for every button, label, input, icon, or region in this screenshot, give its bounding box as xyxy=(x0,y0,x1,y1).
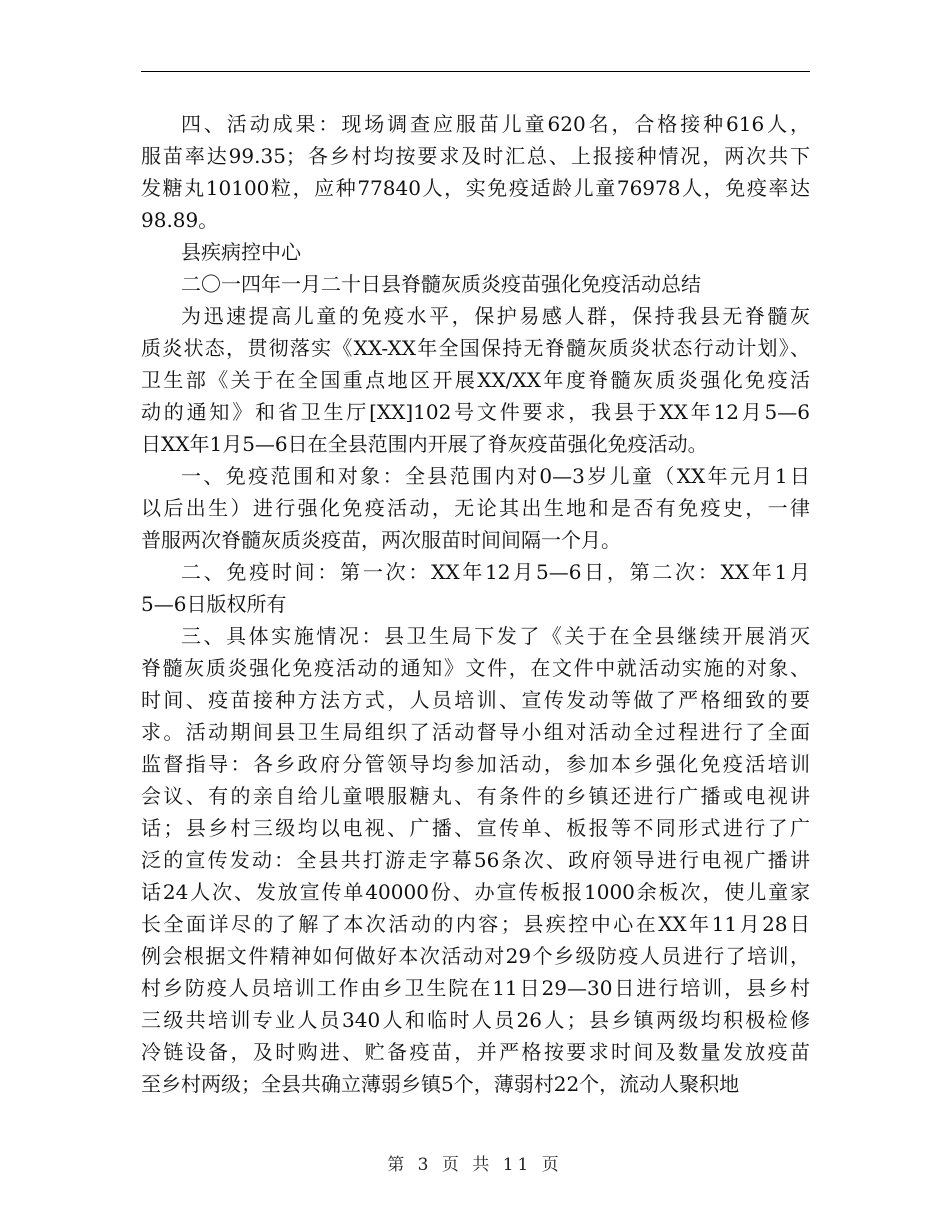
text-line: 求。活动期间县卫生局组织了活动督导小组对活动全过程进行了全面 xyxy=(141,720,810,744)
text-line: 冷链设备，及时购进、贮备疫苗，并严格按要求时间及数量发放疫苗 xyxy=(141,1040,810,1064)
text-line: 二〇一四年一月二十日县脊髓灰质炎疫苗强化免疫活动总结 xyxy=(181,272,701,296)
text-line: 监督指导：各乡政府分管领导均参加活动，参加本乡强化免疫活培训 xyxy=(141,752,810,776)
text-line: 为迅速提高儿童的免疫水平，保护易感人群，保持我县无脊髓灰 xyxy=(181,304,810,328)
text-line: 普服两次脊髓灰质炎疫苗，两次服苗时间间隔一个月。 xyxy=(141,528,621,552)
document-body xyxy=(141,108,810,1100)
text-line: 质炎状态，贯彻落实《XX-XX年全国保持无脊髓灰质炎状态行动计划》、 xyxy=(141,336,810,360)
text-line: 服苗率达99.35；各乡村均按要求及时汇总、上报接种情况，两次共下 xyxy=(141,144,810,168)
text-line: 长全面详尽的了解了本次活动的内容；县疾控中心在XX年11月28日 xyxy=(141,912,810,936)
text-line: 话24人次、发放宣传单40000份、办宣传板报1000余板次，使儿童家 xyxy=(141,880,810,904)
text-line: 话；县乡村三级均以电视、广播、宣传单、板报等不同形式进行了广 xyxy=(141,816,810,840)
text-line: 三、具体实施情况：县卫生局下发了《关于在全县继续开展消灭 xyxy=(181,624,810,648)
text-line: 会议、有的亲自给儿童喂服糖丸、有条件的乡镇还进行广播或电视讲 xyxy=(141,784,810,808)
text-line: 三级共培训专业人员340人和临时人员26人；县乡镇两级均积极检修 xyxy=(141,1008,810,1032)
text-line: 卫生部《关于在全国重点地区开展XX/XX年度脊髓灰质炎强化免疫活 xyxy=(141,368,810,392)
text-line: 四、活动成果：现场调查应服苗儿童620名，合格接种616人， xyxy=(181,112,810,136)
text-line: 例会根据文件精神如何做好本次活动对29个乡级防疫人员进行了培训， xyxy=(141,944,810,968)
text-line: 以后出生）进行强化免疫活动，无论其出生地和是否有免疫史，一律 xyxy=(141,496,810,520)
text-line: 动的通知》和省卫生厅[XX]102号文件要求，我县于XX年12月5—6 xyxy=(141,400,810,424)
text-line: 5—6日版权所有 xyxy=(141,592,287,616)
page-footer: 第 3 页 共 11 页 xyxy=(387,1155,563,1175)
text-line: 村乡防疫人员培训工作由乡卫生院在11日29—30日进行培训，县乡村 xyxy=(141,976,810,1000)
text-line: 脊髓灰质炎强化免疫活动的通知》文件，在文件中就活动实施的对象、 xyxy=(141,656,810,680)
text-line: 日XX年1月5—6日在全县范围内开展了脊灰疫苗强化免疫活动。 xyxy=(141,432,708,456)
text-line: 98.89。 xyxy=(141,208,219,232)
text-line: 至乡村两级；全县共确立薄弱乡镇5个，薄弱村22个，流动人聚积地 xyxy=(141,1072,740,1096)
text-line: 发糖丸10100粒，应种77840人，实免疫适龄儿童76978人，免疫率达 xyxy=(141,176,810,200)
text-line: 泛的宣传发动：全县共打游走字幕56条次、政府领导进行电视广播讲 xyxy=(141,848,810,872)
header-rule xyxy=(141,71,810,72)
text-line: 二、免疫时间：第一次：XX年12月5—6日，第二次：XX年1月 xyxy=(181,560,810,584)
text-line: 时间、疫苗接种方法方式，人员培训、宣传发动等做了严格细致的要 xyxy=(141,688,810,712)
text-line: 县疾病控中心 xyxy=(181,240,301,264)
text-line: 一、免疫范围和对象：全县范围内对0—3岁儿童（XX年元月1日 xyxy=(181,464,810,488)
